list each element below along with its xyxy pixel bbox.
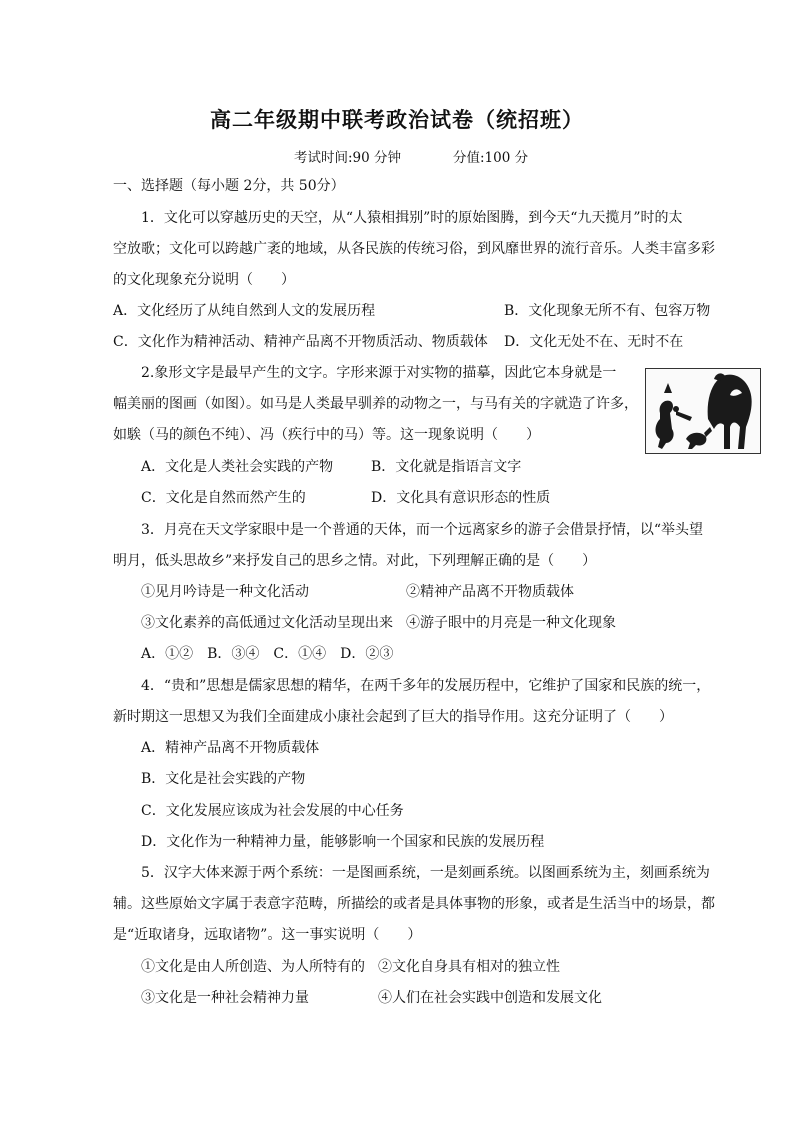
q3-stem-line1: 3．月亮在天文学家眼中是一个普通的天体，而一个远离家乡的游子会借景抒情，以“举头望 xyxy=(141,522,704,538)
q4-option-b: B．文化是社会实践的产物 xyxy=(141,771,306,787)
q3-choices: A．①② B．③④ C．①④ D．②③ xyxy=(141,646,394,662)
q5-stem-line2: 辅。这些原始文字属于表意字范畴，所描绘的或者是具体事物的形象，或者是生活当中的场景，都 xyxy=(113,896,715,912)
q2-stem-line2: 幅美丽的图画（如图）。如马是人类最早驯养的动物之一，与马有关的字就造了许多， xyxy=(113,396,638,412)
exam-time: 考试时间:90 分钟 xyxy=(294,150,402,166)
q2-stem-line3: 如騃（马的颜色不纯）、冯（疾行中的马）等。这一现象说明（ ） xyxy=(113,427,540,443)
q2-stem-line1: 2.象形文字是最早产生的文字。字形来源于对实物的描摹，因此它本身就是一 xyxy=(141,365,617,381)
q4-stem-line2: 新时期这一思想又为我们全面建成小康社会起到了巨大的指导作用。这充分证明了（ ） xyxy=(113,709,673,725)
exam-score: 分值:100 分 xyxy=(453,150,529,166)
q2-option-d: D．文化具有意识形态的性质 xyxy=(371,490,551,506)
q3-statement-3: ③文化素养的高低通过文化活动呈现出来 xyxy=(141,615,393,631)
pictograph-figure xyxy=(645,368,761,454)
q3-statement-1: ①见月吟诗是一种文化活动 xyxy=(141,584,309,600)
q2-option-c: C．文化是自然而然产生的 xyxy=(141,490,306,506)
q1-stem-line1: 1．文化可以穿越历史的天空，从“人猿相揖别”时的原始图腾，到今天“九天揽月”时的太 xyxy=(141,210,683,226)
section-heading: 一、选择题（每小题 2分，共 50分） xyxy=(113,178,345,194)
q5-statement-3: ③文化是一种社会精神力量 xyxy=(141,990,309,1006)
q1-option-b: B．文化现象无所不有、包容万物 xyxy=(504,303,711,319)
q4-option-c: C．文化发展应该成为社会发展的中心任务 xyxy=(141,803,404,819)
q5-stem-line3: 是“近取诸身，远取诸物”。这一事实说明（ ） xyxy=(113,927,422,943)
q1-stem-line3: 的文化现象充分说明（ ） xyxy=(113,272,295,288)
q4-option-a: A．精神产品离不开物质载体 xyxy=(141,740,320,756)
q4-option-d: D．文化作为一种精神力量，能够影响一个国家和民族的发展历程 xyxy=(141,834,545,850)
q3-statement-4: ④游子眼中的月亮是一种文化现象 xyxy=(406,615,616,631)
q4-stem-line1: 4．“贵和”思想是儒家思想的精华，在两千多年的发展历程中，它维护了国家和民族的统一， xyxy=(141,678,711,694)
q5-statement-2: ②文化自身具有相对的独立性 xyxy=(378,959,560,975)
exam-title: 高二年级期中联考政治试卷（统招班） xyxy=(210,107,584,132)
q3-stem-line2: 明月，低头思故乡”来抒发自己的思乡之情。对此，下列理解正确的是（ ） xyxy=(113,553,597,569)
q2-option-b: B．文化就是指语言文字 xyxy=(371,459,522,475)
q1-option-c: C．文化作为精神活动、精神产品离不开物质活动、物质载体 xyxy=(113,334,488,350)
q5-statement-4: ④人们在社会实践中创造和发展文化 xyxy=(378,990,602,1006)
q1-option-d: D．文化无处不在、无时不在 xyxy=(504,334,684,350)
q5-stem-line1: 5．汉字大体来源于两个系统：一是图画系统，一是刻画系统。以图画系统为主，刻画系统为 xyxy=(141,865,710,881)
q5-statement-1: ①文化是由人所创造、为人所特有的 xyxy=(141,959,365,975)
q2-option-a: A．文化是人类社会实践的产物 xyxy=(141,459,334,475)
q3-statement-2: ②精神产品离不开物质载体 xyxy=(406,584,574,600)
horse-pictograph-image xyxy=(646,369,760,453)
q1-stem-line2: 空放歌；文化可以跨越广袤的地域，从各民族的传统习俗，到风靡世界的流行音乐。人类丰富多彩 xyxy=(113,241,715,257)
q1-option-a: A．文化经历了从纯自然到人文的发展历程 xyxy=(113,303,376,319)
